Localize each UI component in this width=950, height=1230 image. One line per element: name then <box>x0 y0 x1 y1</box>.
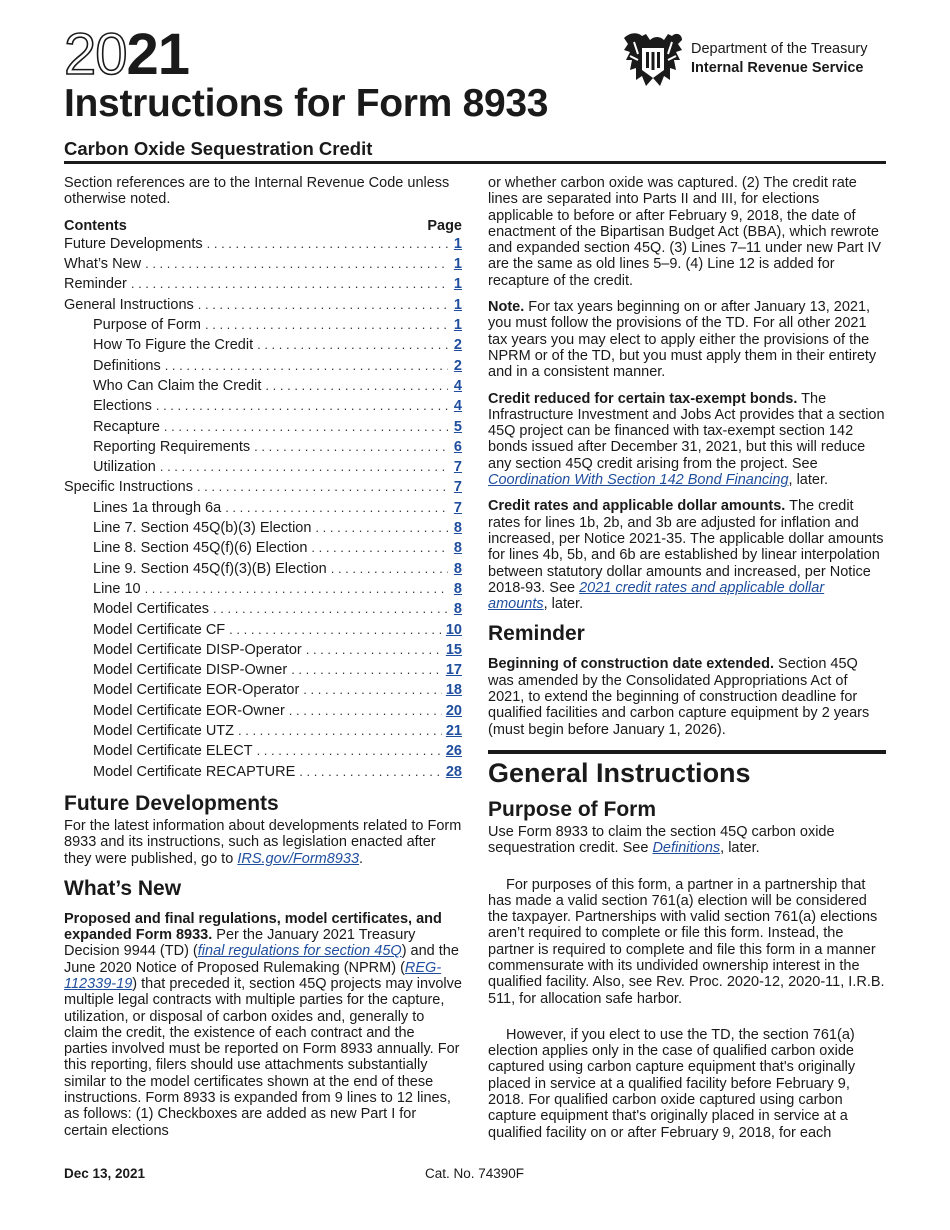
footer-catalog-number: Cat. No. 74390F <box>425 1166 525 1181</box>
right-column <box>488 175 886 1141</box>
toc-page-link[interactable]: 4 <box>453 398 462 415</box>
toc-item[interactable]: Recapture . . . 5 <box>64 417 462 437</box>
toc-item[interactable]: Who Can Claim the Credit . . . 4 <box>64 376 462 396</box>
general-instructions-heading: General Instructions <box>488 757 751 788</box>
toc-page-link[interactable]: 7 <box>453 479 462 496</box>
purpose-of-form-heading: Purpose of Form <box>488 797 657 821</box>
header-rule <box>64 161 886 164</box>
irs-eagle-logo-icon <box>620 30 686 88</box>
toc-page-link[interactable]: 1 <box>453 256 462 273</box>
toc-page-link[interactable]: 28 <box>445 763 462 780</box>
toc-item[interactable]: Model Certificate ELECT . . . 26 <box>64 741 462 761</box>
toc-item[interactable]: Model Certificate EOR-Owner . . . 20 <box>64 701 462 721</box>
toc-page-link[interactable]: 8 <box>453 580 462 597</box>
page-title: Instructions for Form 8933 <box>64 82 549 125</box>
toc-page-link[interactable]: 15 <box>445 641 462 658</box>
toc-page-link[interactable]: 6 <box>453 438 462 455</box>
toc-item[interactable]: Definitions . . . 2 <box>64 356 462 376</box>
whats-new-heading: What’s New <box>64 876 182 900</box>
purpose-text: Use Form 8933 to claim the section 45Q carbon oxide sequestration credit. See Definitions, later. <box>488 823 835 857</box>
whats-new-continued: or whether carbon oxide was captured. (2) The credit rate lines are separated into Parts II and III, for elections applicable to before or after February 9, 2018, the date of enactment of the Bipartisan Budget Act (BBA), which rewrote and expanded section 45Q. (3) Lines 7–11 under new Part IV are the same as old lines 5–9. (4) Line 12 is added for recapture of the credit. <box>488 175 882 289</box>
credit-rates-text: Credit rates and applicable dollar amounts. The credit rates for lines 1b, 2b, and 3b are adjusted for inflation and increased, per Notice 2021-35. The applicable dollar amounts for lines 4b, 5b, and 6b are established by linear interpolation between statutory dollar amounts and increased, per Notice 2018-93. See 2021 credit rates and applicable dollar amounts, later. <box>488 498 884 613</box>
toc-page-link[interactable]: 7 <box>453 459 462 476</box>
toc-page-link[interactable]: 10 <box>445 621 462 638</box>
purpose-para-3: However, if you elect to use the TD, the section 761(a) election applies only in the case of qualified carbon oxide captured using carbon capture equipment that's originally placed in service at a qualified facility before February 9, 2018. For qualified carbon oxide captured using carbon capture equipment that's originally placed in service at a qualified facility on or after February 9, 2018, for each <box>488 1026 856 1141</box>
toc-page-link[interactable]: 20 <box>445 702 462 719</box>
credit-reduced-text: Credit reduced for certain tax-exempt bonds. The Infrastructure Investment and Jobs Act provides that a section 45Q project can be financed with tax-exempt section 142 bonds issued after December 31, 2021, but this will reduce any section 45Q credit arising from the project. See Coordination With Section 142 Bond Financing, later. <box>488 390 885 489</box>
toc-page-link[interactable]: 1 <box>453 317 462 334</box>
purpose-para-2: For purposes of this form, a partner in a partnership that has made a valid section 761(a) election will be considered the taxpayer. Partnerships with valid section 761(a) elections aren’t required to complete or file this form. Instead, the partner is required to complete and file this form in a manner commensurate with its undivided ownership interest in the qualified facility. Also, see Rev. Proc. 2020-12, 2020-11, I.R.B. 511, for allocation safe harbor. <box>488 876 885 1007</box>
form-year: 2021 <box>64 22 190 87</box>
toc-page-link[interactable]: 5 <box>453 418 462 435</box>
toc-page-link[interactable]: 1 <box>453 235 462 252</box>
toc-page-link[interactable]: 1 <box>453 296 462 313</box>
reminder-heading: Reminder <box>488 622 585 646</box>
toc-item[interactable]: Model Certificates . . . 8 <box>64 599 462 619</box>
table-of-contents <box>64 234 462 782</box>
toc-page-link[interactable]: 18 <box>445 682 462 699</box>
toc-item[interactable]: Elections . . . 4 <box>64 396 462 416</box>
toc-item[interactable]: Model Certificate DISP-Owner . . . 17 <box>64 660 462 680</box>
toc-item[interactable]: Model Certificate DISP-Operator . . . 15 <box>64 640 462 660</box>
note-text: Note. For tax years beginning on or after January 13, 2021, you must follow the provisions of the TD. For all other 2021 tax years you may elect to apply either the provisions of the NPRM or of the TD, but you must apply them in their entirety and in a consistent manner. <box>488 299 877 381</box>
definitions-link[interactable]: Definitions <box>652 840 721 857</box>
toc-item[interactable]: Specific Instructions . . . 7 <box>64 477 462 497</box>
toc-item[interactable]: Purpose of Form . . . 1 <box>64 315 462 335</box>
toc-page-link[interactable]: 26 <box>445 743 462 760</box>
toc-item[interactable]: Model Certificate RECAPTURE . . . 28 <box>64 762 462 782</box>
footer-date: Dec 13, 2021 <box>64 1166 146 1181</box>
toc-item[interactable]: How To Figure the Credit . . . 2 <box>64 335 462 355</box>
toc-page-link[interactable]: 7 <box>453 499 462 516</box>
toc-item[interactable]: Model Certificate EOR-Operator . . . 18 <box>64 680 462 700</box>
toc-item[interactable]: Line 9. Section 45Q(f)(3)(B) Election . . . 8 <box>64 559 462 579</box>
reg-112339-19-link[interactable]: REG-112339-19 <box>64 959 442 992</box>
agency-text: Department of the Treasury Internal Revenue Service <box>691 41 868 76</box>
toc-page-link[interactable]: 8 <box>453 560 462 577</box>
agency-block <box>620 30 868 88</box>
toc-item[interactable]: Reminder . . . 1 <box>64 274 462 294</box>
toc-item[interactable]: Utilization . . . 7 <box>64 457 462 477</box>
coordination-section-142-link[interactable]: Coordination With Section 142 Bond Financing <box>488 472 789 489</box>
contents-header: Contents Page <box>64 217 462 234</box>
toc-item[interactable]: Future Developments . . . 1 <box>64 234 462 254</box>
left-column <box>64 175 462 1139</box>
toc-item[interactable]: Reporting Requirements . . . 6 <box>64 437 462 457</box>
toc-page-link[interactable]: 8 <box>453 520 462 537</box>
whats-new-text: Proposed and final regulations, model certificates, and expanded Form 8933. Per the January 2021 Treasury Decision 9944 (TD) (final regulations for section 45Q) and the June 2020 Notice of Proposed Rulemaking (NPRM) (REG-112339-19) that preceded it, section 45Q projects may involve multiple legal contracts with multiple parties for the capture, utilization, or disposal of carbon oxides and, generally to claim the credit, the existence of each contract and the parties involved must be reported on Form 8933 annually. For this reporting, filers should use attachments substantially similar to the model certificates shown at the end of these instructions. Form 8933 is expanded from 9 lines to 12 lines, as follows: (1) Checkboxes are added as new Part I for certain elections <box>64 910 462 1139</box>
toc-item[interactable]: Model Certificate UTZ . . . 21 <box>64 721 462 741</box>
toc-page-link[interactable]: 1 <box>453 276 462 293</box>
toc-item[interactable]: Line 10 . . . 8 <box>64 579 462 599</box>
toc-item[interactable]: What’s New . . . 1 <box>64 254 462 274</box>
page-subtitle: Carbon Oxide Sequestration Credit <box>64 138 373 159</box>
irs-form8933-link[interactable]: IRS.gov/Form8933 <box>237 850 360 867</box>
credit-rates-link[interactable]: 2021 credit rates and applicable dollar amounts <box>488 579 825 613</box>
future-developments-text: For the latest information about developments related to Form 8933 and its instructions, such as legislation enacted after they were published, go to IRS.gov/Form8933. <box>64 817 462 867</box>
toc-page-link[interactable]: 4 <box>453 377 462 394</box>
toc-item[interactable]: General Instructions . . . 1 <box>64 295 462 315</box>
future-developments-heading: Future Developments <box>64 791 279 815</box>
intro-text: Section references are to the Internal Revenue Code unless otherwise noted. <box>64 175 450 208</box>
toc-page-link[interactable]: 17 <box>445 662 462 679</box>
toc-item[interactable]: Lines 1a through 6a . . . 7 <box>64 498 462 518</box>
toc-page-link[interactable]: 2 <box>453 357 462 374</box>
toc-page-link[interactable]: 8 <box>453 540 462 557</box>
toc-page-link[interactable]: 8 <box>453 601 462 618</box>
toc-item[interactable]: Line 8. Section 45Q(f)(6) Election . . . 8 <box>64 538 462 558</box>
toc-item[interactable]: Line 7. Section 45Q(b)(3) Election . . . 8 <box>64 518 462 538</box>
toc-page-link[interactable]: 2 <box>453 337 462 354</box>
reminder-text: Beginning of construction date extended. Section 45Q was amended by the Consolidated Appropriations Act of 2021, to extend the beginning of construction deadline for qualified facilities and carbon capture equipment by 2 years (must begin before January 1, 2026). <box>488 656 870 738</box>
section-rule <box>488 750 886 754</box>
final-regulations-link[interactable]: final regulations for section 45Q <box>197 943 402 960</box>
toc-page-link[interactable]: 21 <box>445 723 462 740</box>
toc-item[interactable]: Model Certificate CF . . . 10 <box>64 620 462 640</box>
